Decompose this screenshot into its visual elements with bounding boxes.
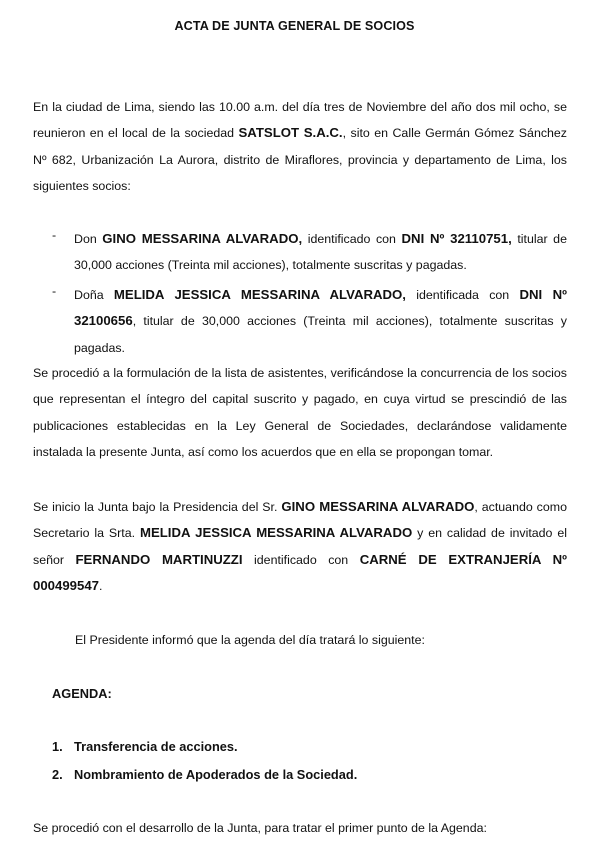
agenda-item xyxy=(52,733,357,761)
guest-name: FERNANDO MARTINUZZI xyxy=(75,551,243,567)
partner-name: MELIDA JESSICA MESSARINA ALVARADO, xyxy=(113,287,406,302)
agenda-item-text: Transferencia de acciones. xyxy=(74,739,238,754)
company-name: SATSLOT S.A.C. xyxy=(238,125,343,141)
closing-paragraph: Se procedió con el desarrollo de la Junta, para tratar el primer punto de la Agenda: xyxy=(33,821,487,835)
partner-text-2 xyxy=(74,282,567,361)
officers-text-e: . xyxy=(99,579,103,594)
opening-text-b: , sito en Calle Germán Gómez Sánchez Nº 682, Urbanización La Aurora, distrito de Miraflores, provincia y departamento de Lima, los siguientes socios: xyxy=(33,126,568,194)
agenda-list xyxy=(52,733,357,789)
partner-id-document: DNI Nº 32110751, xyxy=(401,231,512,246)
document-title: ACTA DE JUNTA GENERAL DE SOCIOS xyxy=(174,19,415,33)
agenda-heading: AGENDA: xyxy=(52,686,112,701)
agenda-intro: El Presidente informó que la agenda del día tratará lo siguiente: xyxy=(75,633,425,647)
bullet-dash: - xyxy=(52,228,57,242)
agenda-item-text: Nombramiento de Apoderados de la Sociedad. xyxy=(74,767,358,782)
agenda-item xyxy=(52,761,357,789)
partner-mid: identificado con xyxy=(302,232,402,246)
partner-shares: titular de 30,000 acciones (Treinta mil acciones), totalmente suscritas y pagadas. xyxy=(74,232,567,273)
officers-text-c: y en calidad de invitado el señor xyxy=(33,526,567,567)
officers-text-a: Se inicio la Junta bajo la Presidencia del Sr. xyxy=(33,500,282,514)
secretary-name: MELIDA JESSICA MESSARINA ALVARADO xyxy=(139,525,413,541)
partner-id-document: DNI Nº 32100656 xyxy=(74,287,567,329)
officers-text-d: identificado con xyxy=(242,552,360,567)
bullet-dash: - xyxy=(52,284,57,298)
partner-text-1 xyxy=(74,226,567,279)
partner-prefix: Don xyxy=(74,232,103,246)
partner-mid: identificada con xyxy=(405,288,520,302)
officers-paragraph xyxy=(33,494,567,600)
president-name: GINO MESSARINA ALVARADO xyxy=(281,499,475,514)
partner-prefix: Doña xyxy=(74,288,114,302)
agenda-item-number: 1. xyxy=(52,739,63,754)
partner-shares: , titular de 30,000 acciones (Treinta mil acciones), totalmente suscritas y pagadas. xyxy=(74,314,567,355)
opening-paragraph xyxy=(33,94,567,200)
attendance-paragraph: Se procedió a la formulación de la lista de asistentes, verificándose la concurrencia de los socios que representan el íntegro del capital suscrito y pagado, en cuya virtud se prescindió de las publicaciones establecidas en la Ley General de Sociedades, declarándose validamente instalada la presente Junta, así como los acuerdos que en ella se propongan tomar. xyxy=(33,366,567,460)
guest-id-document: CARNÉ DE EXTRANJERÍA Nº 000499547 xyxy=(33,551,567,594)
agenda-item-number: 2. xyxy=(52,767,63,782)
officers-text-b: , actuando como Secretario la Srta. xyxy=(33,500,567,541)
opening-text-a: En la ciudad de Lima, siendo las 10.00 a.m. del día tres de Noviembre del año dos mil ocho, se reunieron en el local de la sociedad xyxy=(33,100,567,141)
partner-name: GINO MESSARINA ALVARADO, xyxy=(102,231,303,246)
